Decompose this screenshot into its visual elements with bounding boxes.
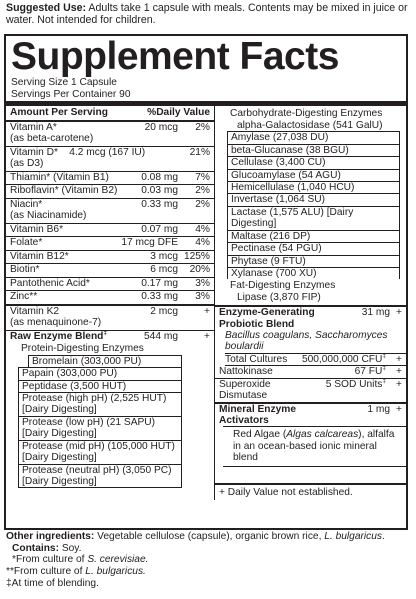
nutrient-amount: 6 mcg [150, 264, 178, 276]
contains [6, 543, 412, 555]
footnote-3: ‡At time of blending. [6, 577, 99, 589]
enzyme-item: Papain (303,000 PU) [18, 367, 182, 379]
nutrient-row [6, 278, 214, 292]
contains-label: Contains: [12, 542, 59, 554]
nutrient-dv: 21% [189, 146, 210, 158]
mineral-desc-pre: Red Algae ( [233, 429, 287, 441]
nutrient-dv: 4% [195, 223, 210, 235]
protein-enzymes [18, 343, 182, 488]
nutrient-name: Vitamin B6* [10, 223, 64, 235]
nutrient-amount: 3 mcg [150, 250, 178, 262]
other-ingredients: Other ingredients: Vegetable cellulose (capsule), organic brown rice, L. bulgaricus. [6, 531, 385, 542]
enzyme-item: Phytase (9 FTU) [227, 255, 400, 267]
total-cultures-unit: CFU [361, 353, 383, 365]
enzyme-item: Maltase (216 DP) [227, 230, 400, 242]
panel-title: Supplement Facts [11, 35, 339, 78]
enzyme-item: alpha-Galactosidase (541 GalU) [237, 119, 383, 131]
nutrient-name: Vitamin K2 [10, 305, 60, 317]
vitamin-k2-row [6, 306, 214, 331]
blend-amount: 544 mg [144, 330, 178, 342]
nutrient-amount: 2 mcg [150, 305, 178, 317]
enzyme-item: Lactase (1,575 ALU) [Dairy Digesting] [227, 206, 400, 230]
nutrient-dv: 2% [195, 185, 210, 197]
enzyme-item: Hemicellulase (1,040 HCU) [227, 181, 400, 193]
nutrient-dv: 3% [195, 277, 210, 289]
mineral-name: Mineral Enzyme Activators [219, 403, 296, 426]
nutrient-amount: 0.07 mg [141, 223, 178, 235]
nutrient-name: Folate* [10, 237, 43, 249]
enzyme-item: Amylase (27,038 DU) [227, 131, 400, 143]
enzyme-item: Protease (low pH) (21 SAPU) [Dairy Digesting] [18, 416, 182, 440]
footnote-1-text: *From culture of [12, 554, 85, 566]
enzyme-item: beta-Glucanase (38 BGU) [227, 144, 400, 156]
other-ingredients-italic: L. bulgaricus [324, 531, 383, 542]
footnote-2 [6, 566, 412, 578]
enzyme-item: Protease (high pH) (2,525 HUT) [Dairy Digesting] [18, 392, 182, 416]
other-ingredients-text: Vegetable cellulose (capsule), organic brown rice, [97, 531, 322, 542]
nutrient-amount: 4.2 mcg (167 IU) [69, 146, 146, 158]
supplement-facts-panel [4, 34, 408, 530]
nutrient-name: Niacin* [10, 198, 43, 210]
nattokinase-name: Nattokinase [219, 366, 273, 378]
nutrient-source: (as menaquinone-7) [10, 317, 102, 329]
enzyme-item: Bromelain (303,000 PU) [28, 355, 182, 367]
nutrient-amount: 0.17 mg [141, 277, 178, 289]
nutrient-row [6, 251, 214, 265]
mineral-desc-post: ), alfalfa in an ocean-based ionic mineral blend [233, 429, 395, 464]
nutrient-dv: 2% [195, 198, 210, 210]
probiotic-dv: + [396, 307, 402, 319]
nutrient-row [6, 172, 214, 186]
footnote-3-text: At time of blending. [11, 577, 99, 589]
blend-marker: ‡ [103, 329, 108, 337]
amount-header: Amount Per Serving [10, 107, 108, 119]
enzyme-item: Pectinase (54 PGU) [227, 242, 400, 254]
nutrient-amount: 0.03 mg [141, 185, 178, 197]
nutrient-name: Biotin* [10, 264, 40, 276]
sod-row [215, 379, 406, 404]
probiotic-section [215, 305, 406, 366]
nutrient-amount: 20 mcg [144, 121, 178, 133]
enzyme-item: Protease (mid pH) (105,000 HUT) [Dairy Digesting] [18, 440, 182, 464]
serving-info [6, 76, 406, 100]
mineral-desc-italic: Algas calcareas [286, 429, 359, 441]
nutrient-source: (as Niacinamide) [10, 210, 87, 222]
footnote-2-italic: L. bulgaricus. [85, 566, 146, 578]
nutrient-dv: 7% [195, 171, 210, 183]
column-header [6, 106, 214, 121]
nutrient-name: Thiamin* (Vitamin B1) [10, 171, 109, 183]
nutrient-dv: 4% [195, 237, 210, 249]
nutrient-row [6, 237, 214, 251]
probiotic-name: Enzyme-Generating Probiotic Blend [219, 307, 315, 330]
nutrient-amount: 0.08 mg [141, 171, 178, 183]
total-cultures-marker: ‡ [382, 352, 386, 360]
nutrient-amount: 0.33 mg [141, 198, 178, 210]
carb-group-title: Carbohydrate-Digesting Enzymes [230, 108, 383, 120]
enzyme-item: Peptidase (3,500 HUT) [18, 380, 182, 392]
nutrient-dv: + [204, 305, 210, 317]
nutrient-row [6, 224, 214, 238]
other-ingredients-label: Other ingredients: [6, 531, 95, 542]
nutrient-row [6, 291, 214, 306]
servings-per-container: Servings Per Container 90 [11, 88, 131, 100]
raw-enzyme-row [6, 331, 214, 344]
footer [6, 531, 412, 590]
enzyme-item: Cellulase (3,400 CU) [227, 156, 400, 168]
facts-columns [6, 106, 406, 500]
nutrient-source: (as D3) [10, 158, 44, 170]
footnote-2-text: **From culture of [6, 566, 83, 578]
nutrient-name: Zinc** [10, 291, 38, 303]
left-column [6, 106, 215, 500]
mineral-dv: + [396, 403, 402, 415]
enzyme-item: Xylanase (700 XU) [227, 267, 400, 279]
nutrient-dv: 125% [183, 250, 210, 262]
nutrient-dv: 20% [189, 264, 210, 276]
nutrient-name: Vitamin B12* [10, 250, 69, 262]
probiotic-row [215, 307, 406, 330]
suggested-use [0, 0, 416, 32]
footnote-1 [6, 554, 412, 566]
probiotic-amount: 31 mg [361, 307, 391, 319]
sod-marker: ‡ [382, 377, 386, 385]
nutrient-source: (as beta-carotene) [10, 133, 94, 145]
serving-size: Serving Size 1 Capsule [11, 77, 117, 88]
mineral-row [215, 404, 406, 427]
enzyme-item: Glucoamylase (54 AGU) [227, 169, 400, 181]
nattokinase-amount: 67 FU [354, 366, 383, 378]
footnote-1-italic: S. cerevisiae. [87, 554, 149, 566]
sod-amount: 5 SOD Units [325, 378, 383, 390]
enzyme-item: Invertase (1,064 SU) [227, 193, 400, 205]
nutrient-row [6, 199, 214, 224]
nutrient-row [6, 147, 214, 172]
carb-enzymes [227, 108, 400, 304]
fat-group-title: Fat-Digesting Enzymes [230, 280, 336, 292]
blend-dv: + [204, 330, 210, 342]
nutrient-row [6, 264, 214, 278]
mineral-amount: 1 mg [367, 403, 391, 415]
total-cultures-value: 500,000,000 [301, 353, 359, 365]
nattokinase-marker: ‡ [382, 364, 386, 372]
nutrient-dv: 2% [195, 121, 210, 133]
nutrient-amount: 0.33 mg [141, 291, 178, 303]
total-cultures-row [225, 353, 406, 366]
nutrient-name: Pantothenic Acid* [10, 277, 90, 289]
nutrient-name: Vitamin A* [10, 121, 57, 133]
dv-header: %Daily Value [147, 107, 210, 119]
sod-dv: + [396, 378, 402, 390]
sod-name: Superoxide Dismutase [219, 378, 271, 402]
nattokinase-dv: + [396, 366, 402, 378]
nutrient-amount: 17 mcg DFE [121, 237, 178, 249]
protein-group-title: Protein-Digesting Enzymes [21, 343, 144, 355]
enzyme-item: Protease (neutral pH) (3,050 PC) [Dairy Digesting] [18, 464, 182, 489]
suggested-use-text: Adults take 1 capsule with meals. Contents may be mixed in juice or water. Not intended for children. [6, 2, 408, 27]
probiotic-strains: Bacillus coagulans, Saccharomyces boulardii [225, 330, 388, 353]
nutrient-row [6, 122, 214, 147]
contains-text: Soy. [61, 542, 82, 554]
suggested-use-label: Suggested Use: [6, 2, 87, 14]
nutrient-name: Riboflavin* (Vitamin B2) [10, 185, 118, 197]
blend-name: Raw Enzyme Blend [10, 330, 104, 342]
dv-note: + Daily Value not established. [215, 483, 406, 500]
total-cultures-dv: + [396, 353, 402, 365]
right-column [215, 106, 406, 500]
mineral-description [223, 426, 406, 466]
nutrient-dv: 3% [195, 291, 210, 303]
nutrient-name: Vitamin D* [10, 146, 58, 158]
total-cultures-label: Total Cultures [225, 353, 288, 365]
enzyme-item: Lipase (3,870 FIP) [237, 291, 321, 303]
nutrient-row [6, 185, 214, 199]
nattokinase-row [215, 366, 406, 378]
